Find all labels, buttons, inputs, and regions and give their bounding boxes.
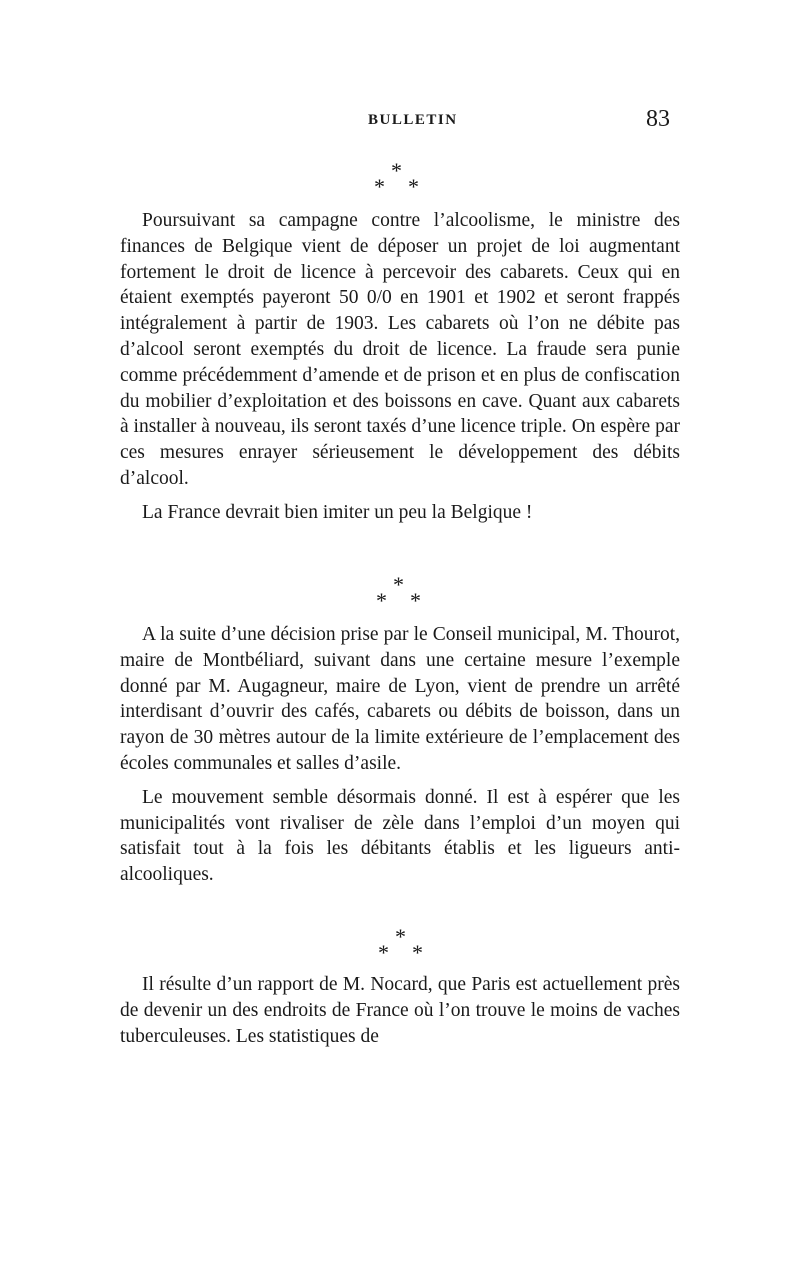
asterism-star: *	[374, 174, 385, 199]
asterism-star: *	[410, 588, 421, 613]
running-header-title: BULLETIN	[368, 112, 458, 128]
asterism-separator-3	[352, 924, 452, 965]
paragraph: La France devrait bien imiter un peu la Belgique !	[142, 501, 533, 523]
section-1	[120, 208, 680, 526]
asterism-star: *	[408, 174, 419, 199]
page-number: 83	[646, 106, 670, 132]
asterism-star: *	[395, 924, 406, 949]
asterism-star: *	[378, 940, 389, 965]
paragraph: A la suite d’une décision prise par le Conseil municipal, M. Thourot, maire de Montbéliard, suivant dans une certaine mesure l’exemple donné par M. Augagneur, maire de Lyon, vient de prendre un arrêté interdisant d’ouvrir des cafés, cabarets ou débits de boisson, dans un rayon de 30 mètres autour de la limite extérieure de l’emplacement des écoles communales et salles d’asile.	[120, 624, 680, 774]
paragraph: Poursuivant sa campagne contre l’alcoolisme, le ministre des finances de Belgique vient de déposer un projet de loi augmentant fortement le droit de licence à percevoir des cabarets. Ceux qui en étaient exemptés payeront 50 0/0 en 1901 et 1902 et seront frappés intégralement à partir de 1903. Les cabarets où l’on ne débite pas d’alcool seront exemptés du droit de licence. La fraude sera punie comme précédemment d’amende et de prison et en plus de confiscation du mobilier d’exploitation et des boissons en cave. Quant aux cabarets à installer à nouveau, ils seront taxés d’une licence triple. On espère par ces mesures enrayer sérieusement le développement des débits d’alcool.	[120, 210, 680, 489]
section-3	[120, 972, 680, 1049]
paragraph: Il résulte d’un rapport de M. Nocard, que Paris est actuellement près de devenir un des endroits de France où l’on trouve le moins de vaches tuberculeuses. Les statistiques de	[120, 974, 680, 1047]
asterism-separator-1	[348, 158, 448, 199]
asterism-star: *	[393, 572, 404, 597]
paragraph: Le mouvement semble désormais donné. Il est à espérer que les municipalités vont rivaliser de zèle dans l’emploi d’un moyen qui satisfait tout à la fois les débitants établis et les ligueurs anti-alcooliques.	[120, 786, 680, 886]
asterism-star: *	[391, 158, 402, 183]
asterism-star: *	[376, 588, 387, 613]
section-2	[120, 622, 680, 888]
asterism-separator-2	[350, 572, 450, 613]
asterism-star: *	[412, 940, 423, 965]
